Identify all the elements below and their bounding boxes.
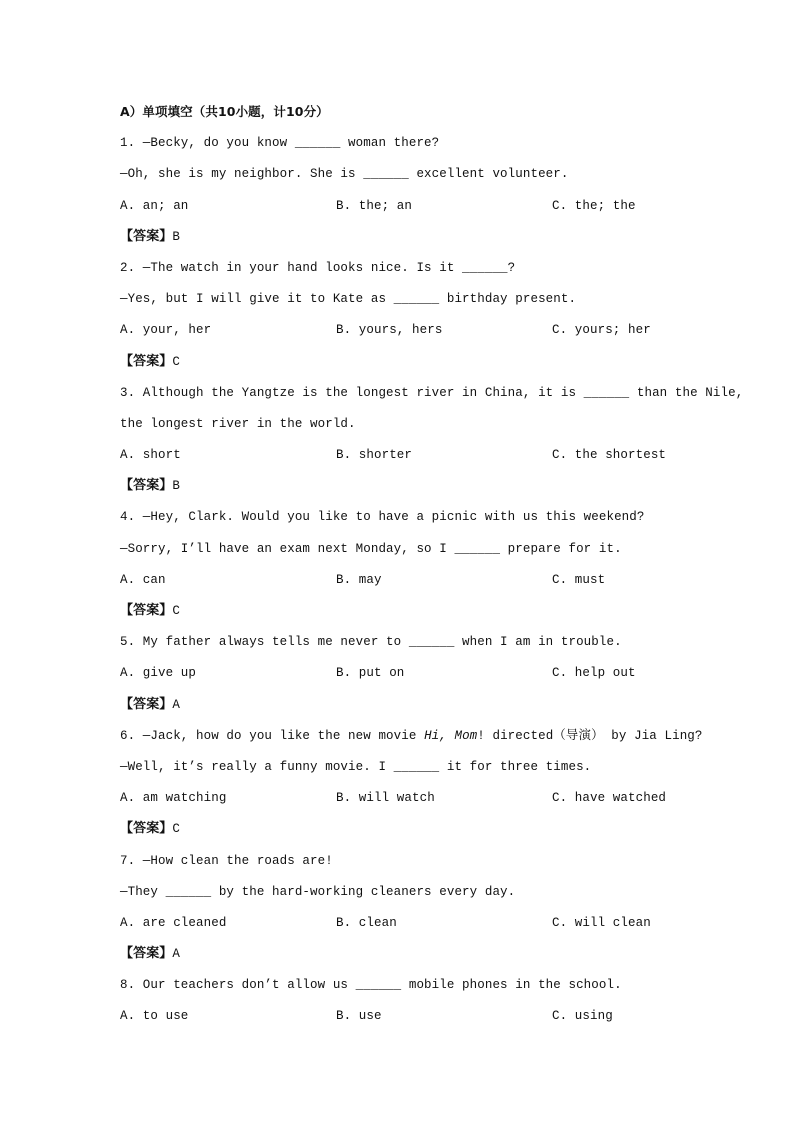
question-4-options <box>120 570 680 601</box>
option-b: B. shorter <box>336 448 413 463</box>
question-4-line-1: 4. —Hey, Clark. Would you like to have a picnic with us this weekend? <box>120 510 645 525</box>
answer-label: 【答案】 <box>120 228 173 244</box>
option-b: B. will watch <box>336 791 435 806</box>
movie-title: Hi, Mom <box>424 728 478 743</box>
question-7-answer <box>120 944 680 975</box>
option-b: B. may <box>336 572 382 587</box>
question-3-answer <box>120 476 680 507</box>
option-a: A. your, her <box>120 323 212 338</box>
question-2-options <box>120 320 680 351</box>
answer-label: 【答案】 <box>120 478 173 494</box>
option-a: A. can <box>120 572 166 587</box>
option-a: A. are cleaned <box>120 915 227 930</box>
answer-letter: C <box>172 822 181 837</box>
answer-letter: B <box>172 229 181 244</box>
option-c: C. will clean <box>552 915 651 930</box>
question-2-answer <box>120 352 680 383</box>
question-8-options <box>120 1006 680 1037</box>
question-1-line-2: —Oh, she is my neighbor. She is ______ excellent volunteer. <box>120 167 569 182</box>
answer-label: 【答案】 <box>120 821 173 837</box>
question-5-line-1: 5. My father always tells me never to ______ when I am in trouble. <box>120 635 622 650</box>
question-6-line-2: —Well, it’s really a funny movie. I ______ it for three times. <box>120 759 592 774</box>
answer-letter: C <box>172 604 181 618</box>
option-b: B. use <box>336 1009 382 1024</box>
question-7-options <box>120 913 680 944</box>
question-4-answer <box>120 601 680 632</box>
question-2-line-2: —Yes, but I will give it to Kate as ______ birthday present. <box>120 292 577 307</box>
answer-label: 【答案】 <box>120 353 173 369</box>
question-7-line-1: 7. —How clean the roads are! <box>120 853 333 868</box>
option-c: C. yours; her <box>552 323 651 338</box>
option-c: C. must <box>552 572 606 587</box>
option-c: C. have watched <box>552 791 667 806</box>
question-7-line-2: —They ______ by the hard-working cleaners every day. <box>120 884 516 899</box>
option-c: C. help out <box>552 666 636 681</box>
question-6-options <box>120 788 680 819</box>
section-title: A）单项填空（共10小题，计10分） <box>120 104 329 119</box>
answer-label: 【答案】 <box>120 696 173 712</box>
option-c: C. the shortest <box>552 448 667 463</box>
answer-letter: A <box>172 697 181 712</box>
question-6-line-1-pre: 6. —Jack, how do you like the new movie <box>120 728 425 743</box>
option-b: B. the; an <box>336 198 413 213</box>
question-5-answer <box>120 695 680 726</box>
answer-letter: C <box>172 354 181 369</box>
question-8-line-1: 8. Our teachers don’t allow us ______ mobile phones in the school. <box>120 978 622 993</box>
question-6-line-1 <box>120 726 703 757</box>
option-a: A. an; an <box>120 198 189 213</box>
option-a: A. to use <box>120 1009 189 1024</box>
question-6-answer <box>120 819 680 850</box>
option-c: C. the; the <box>552 198 636 213</box>
question-2-line-1: 2. —The watch in your hand looks nice. Is it ______? <box>120 260 516 275</box>
exam-content <box>120 102 744 1038</box>
question-3-line-1: 3. Although the Yangtze is the longest river in China, it is ______ than the Nile, <box>120 385 744 400</box>
question-1-answer <box>120 227 680 258</box>
answer-letter: A <box>172 947 181 962</box>
question-1-line-1: 1. —Becky, do you know ______ woman there? <box>120 136 440 151</box>
option-b: B. yours, hers <box>336 323 443 338</box>
option-c: C. using <box>552 1009 613 1024</box>
question-3-options <box>120 445 680 476</box>
option-a: A. am watching <box>120 791 227 806</box>
option-b: B. put on <box>336 666 405 681</box>
option-b: B. clean <box>336 915 397 930</box>
question-6-line-1-post: ! directed（导演） by Jia Ling? <box>477 728 703 743</box>
question-3-line-2: the longest river in the world. <box>120 416 356 431</box>
answer-label: 【答案】 <box>120 946 173 962</box>
question-1-options <box>120 196 680 227</box>
question-4-line-2: —Sorry, I’ll have an exam next Monday, so I ______ prepare for it. <box>120 541 622 556</box>
option-a: A. give up <box>120 666 197 681</box>
option-a: A. short <box>120 448 181 463</box>
answer-label: 【答案】 <box>120 603 173 618</box>
answer-letter: B <box>172 479 181 494</box>
question-5-options <box>120 663 680 694</box>
